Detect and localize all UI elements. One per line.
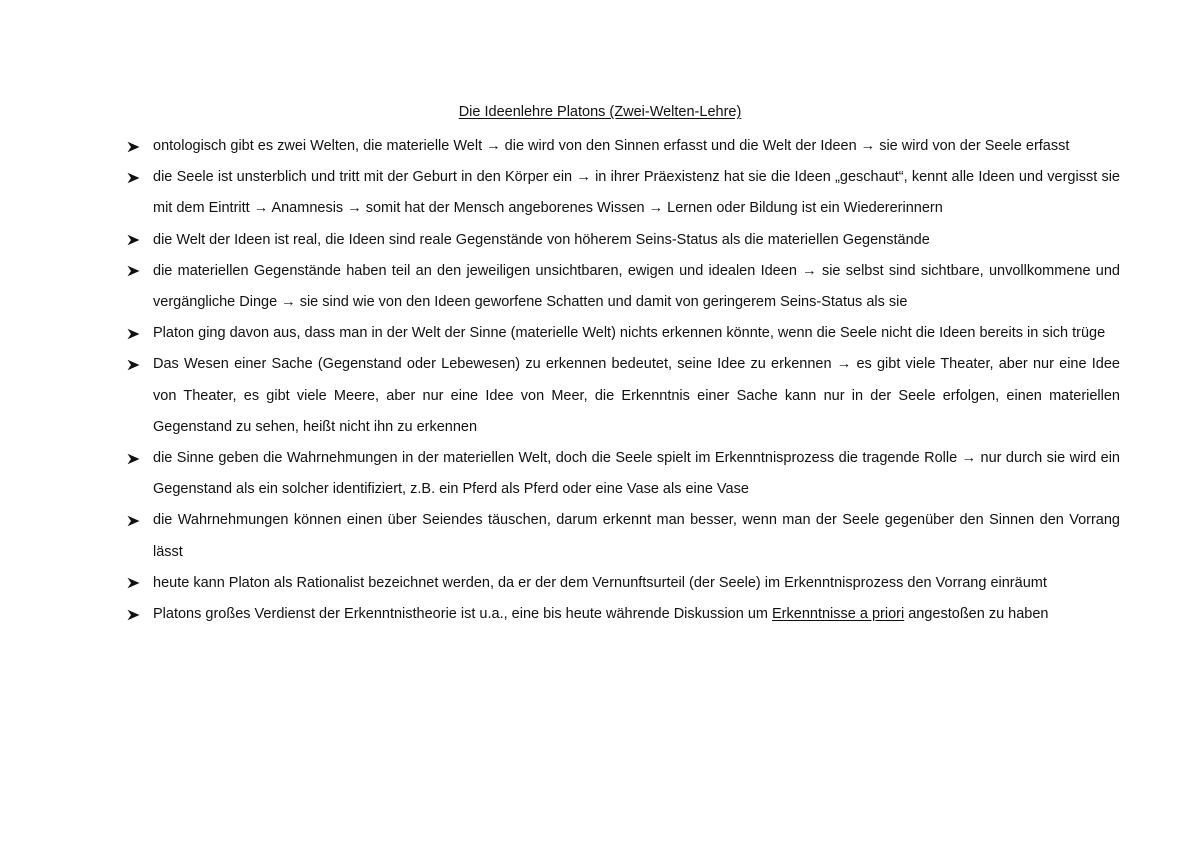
list-item-text: ontologisch gibt es zwei Welten, die materielle Welt → die wird von den Sinnen erfasst und die Welt der Ideen → sie wird von der Seele erfasst xyxy=(153,138,1070,154)
list-item xyxy=(127,443,1120,505)
list-item xyxy=(127,131,1120,162)
list-item-text: die Welt der Ideen ist real, die Ideen sind reale Gegenstände von höherem Seins-Status als die materiellen Gegenstände xyxy=(153,231,930,248)
list-item-text: Das Wesen einer Sache (Gegenstand oder Lebewesen) zu erkennen bedeutet, seine Idee zu erkennen → es gibt viele Theater, aber nur eine Idee von Theater, es gibt viele Meere, aber nur eine Idee von Meer, die Erkenntnis einer Sache kann nur in der Seele erfolgen, einen materiellen Gegenstand zu sehen, heißt nicht ihn zu erkennen xyxy=(153,356,1120,435)
arrowhead-bullet-icon xyxy=(127,256,143,287)
list-item-text: die Wahrnehmungen können einen über Seiendes täuschen, darum erkennt man besser, wenn man der Seele gegenüber den Sinnen den Vorrang lässt xyxy=(153,512,1120,560)
list-item-text: die Sinne geben die Wahrnehmungen in der materiellen Welt, doch die Seele spielt im Erkenntnisprozess die tragende Rolle → nur durch sie wird ein Gegenstand als ein solcher identifiziert, z.B. ein Pferd als Pferd oder eine Vase als eine Vase xyxy=(153,450,1120,498)
arrowhead-bullet-icon xyxy=(127,349,143,380)
arrowhead-bullet-icon xyxy=(127,225,143,256)
list-item-text: heute kann Platon als Rationalist bezeichnet werden, da er der dem Vernunftsurteil (der Seele) im Erkenntnisprozess den Vorrang einräumt xyxy=(153,574,1047,591)
arrowhead-bullet-icon xyxy=(127,505,143,536)
list-item xyxy=(127,505,1120,567)
document-title: Die Ideenlehre Platons (Zwei-Welten-Lehre) xyxy=(458,104,742,120)
list-item xyxy=(127,225,1120,256)
list-item-text-after: angestoßen zu haben xyxy=(904,606,1049,623)
list-item-text-before: Platons großes Verdienst der Erkenntnistheorie ist u.a., eine bis heute währende Diskussion um xyxy=(153,606,773,623)
underlined-term: Erkenntnisse a priori xyxy=(772,606,905,623)
arrowhead-bullet-icon xyxy=(127,443,143,474)
arrowhead-bullet-icon xyxy=(127,568,143,599)
list-item-text: die Seele ist unsterblich und tritt mit der Geburt in den Körper ein → in ihrer Präexistenz hat sie die Ideen „geschaut“, kennt alle Ideen und vergisst sie mit dem Eintritt → Anamnesis → somit hat der Mensch angeborenes Wissen → Lernen oder Bildung ist ein Wiedererinnern xyxy=(153,169,1120,217)
arrowhead-bullet-icon xyxy=(127,318,143,349)
list-item xyxy=(127,349,1120,443)
arrowhead-bullet-icon xyxy=(127,599,143,630)
list-item xyxy=(127,256,1120,318)
arrowhead-bullet-icon xyxy=(127,131,143,162)
list-item xyxy=(127,318,1120,349)
list-item xyxy=(127,599,1120,630)
bullet-list xyxy=(127,131,1120,630)
list-item xyxy=(127,568,1120,599)
list-item xyxy=(127,162,1120,224)
arrowhead-bullet-icon xyxy=(127,162,143,193)
list-item-text: Platon ging davon aus, dass man in der Welt der Sinne (materielle Welt) nichts erkennen könnte, wenn die Seele nicht die Ideen bereits in sich trüge xyxy=(153,325,1106,342)
list-item-text: die materiellen Gegenstände haben teil an den jeweiligen unsichtbaren, ewigen und idealen Ideen → sie selbst sind sichtbare, unvollkommene und vergängliche Dinge → sie sind wie von den Ideen geworfene Schatten und damit von geringerem Seins-Status als sie xyxy=(153,262,1120,311)
